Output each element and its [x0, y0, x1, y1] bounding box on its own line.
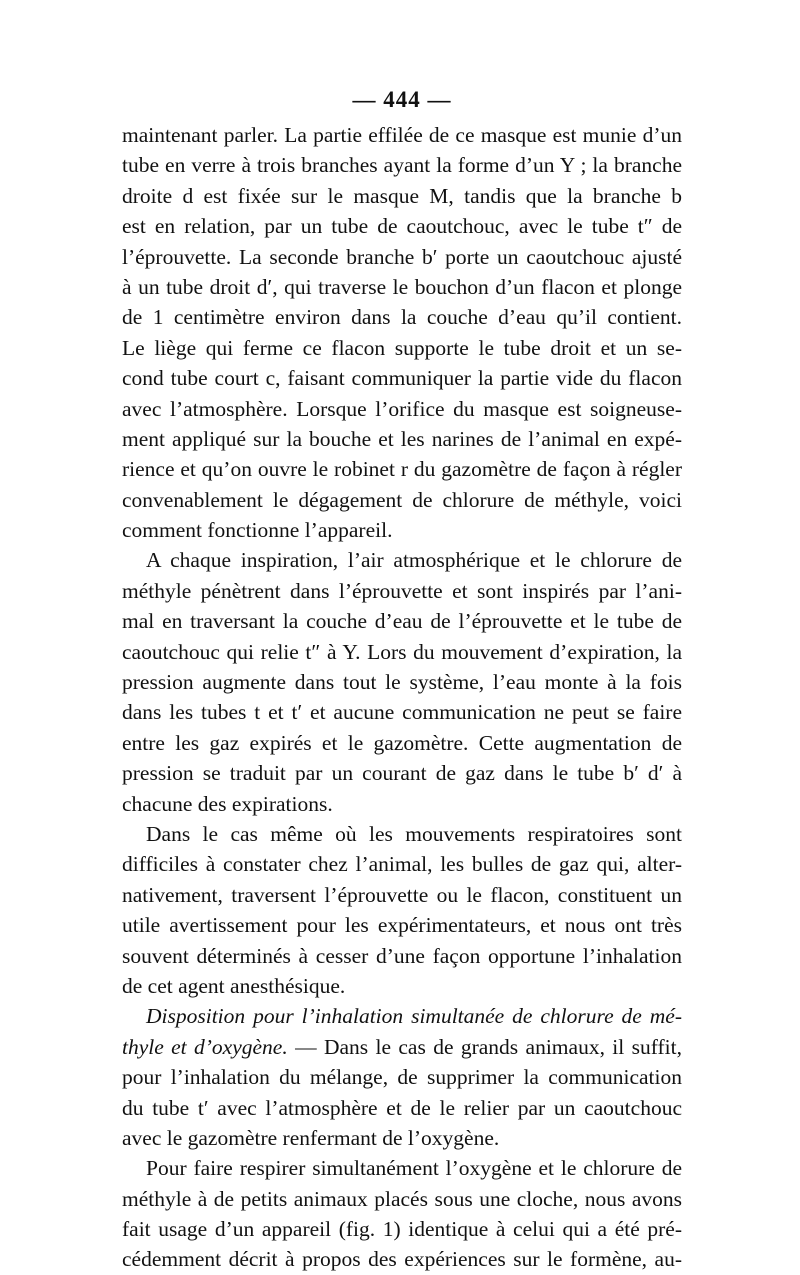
text-line: maintenant parler. La partie effilée de ce masque est munie d’un [122, 123, 682, 147]
text-line: nativement, traversent l’éprouvette ou le flacon, constituent un [122, 882, 682, 907]
text-line: Pour faire respirer simultanément l’oxygène et le chlorure de [146, 1156, 682, 1181]
text-line: pression augmente dans tout le système, l’eau monte à la fois [122, 670, 682, 695]
text-line: est en relation, par un tube de caoutchouc, avec le tube t″ de [122, 214, 682, 239]
body-text [122, 120, 682, 1275]
text-line: droite d est fixée sur le masque M, tandis que la branche b [122, 183, 682, 208]
text-line: A chaque inspiration, l’air atmosphérique et le chlorure de [146, 548, 682, 573]
text-line: convenablement le dégagement de chlorure de méthyle, voici [122, 487, 682, 512]
text-line: dans les tubes t et t′ et aucune communication ne peut se faire [122, 700, 682, 725]
italic-heading: thyle et d’oxygène. [122, 1034, 288, 1059]
text-line: mal en traversant la couche d’eau de l’éprouvette et le tube de [122, 609, 682, 634]
text-line: de cet agent anesthésique. [122, 973, 346, 998]
text-line: utile avertissement pour les expérimentateurs, et nous ont très [122, 913, 682, 938]
text-line: comment fonctionne l’appareil. [122, 518, 393, 543]
text-line: de 1 centimètre environ dans la couche d’eau qu’il contient. [122, 305, 682, 330]
text-line: pour l’inhalation du mélange, de supprimer la communication [122, 1065, 682, 1090]
text-line: cond tube court c, faisant communiquer la partie vide du flacon [122, 366, 682, 391]
text-line: difficiles à constater chez l’animal, les bulles de gaz qui, alter- [122, 852, 682, 877]
text-line: pression se traduit par un courant de gaz dans le tube b′ d′ à [122, 761, 682, 786]
text-line: Le liège qui ferme ce flacon supporte le tube droit et un se- [122, 335, 682, 360]
italic-heading: Disposition pour l’inhalation simultanée de chlorure de mé- [146, 1004, 682, 1029]
document-page [122, 80, 682, 1275]
text-line: cédemment décrit à propos des expériences sur le formène, au- [122, 1247, 682, 1272]
text-line: rience et qu’on ouvre le robinet r du gazomètre de façon à régler [122, 457, 682, 482]
text-line: méthyle à de petits animaux placés sous une cloche, nous avons [122, 1186, 682, 1211]
text-line [122, 1001, 682, 1031]
line-text: — Dans le cas de grands animaux, il suffit, [287, 1034, 682, 1059]
text-line: ment appliqué sur la bouche et les narines de l’animal en expé- [122, 426, 682, 451]
text-line: avec l’atmosphère. Lorsque l’orifice du masque est soigneuse- [122, 396, 682, 421]
text-line: méthyle pénètrent dans l’éprouvette et sont inspirés par l’ani- [122, 578, 682, 603]
text-line: avec le gazomètre renfermant de l’oxygène. [122, 1125, 500, 1150]
text-line: souvent déterminés à cesser d’une façon opportune l’inhalation [122, 943, 682, 968]
text-line: entre les gaz expirés et le gazomètre. Cette augmentation de [122, 730, 682, 755]
page-number: — 444 — [352, 87, 452, 112]
text-line: chacune des expirations. [122, 791, 333, 816]
text-line [122, 1032, 682, 1062]
text-line: Dans le cas même où les mouvements respiratoires sont [146, 821, 682, 846]
text-line: tube en verre à trois branches ayant la forme d’un Y ; la branche [122, 153, 682, 178]
text-line: caoutchouc qui relie t″ à Y. Lors du mouvement d’expiration, la [122, 639, 682, 664]
text-line: fait usage d’un appareil (fig. 1) identique à celui qui a été pré- [122, 1217, 682, 1242]
text-line: à un tube droit d′, qui traverse le bouchon d’un flacon et plonge [122, 274, 682, 299]
text-line: du tube t′ avec l’atmosphère et de le relier par un caoutchouc [122, 1095, 682, 1120]
text-line: l’éprouvette. La seconde branche b′ porte un caoutchouc ajusté [122, 244, 682, 269]
